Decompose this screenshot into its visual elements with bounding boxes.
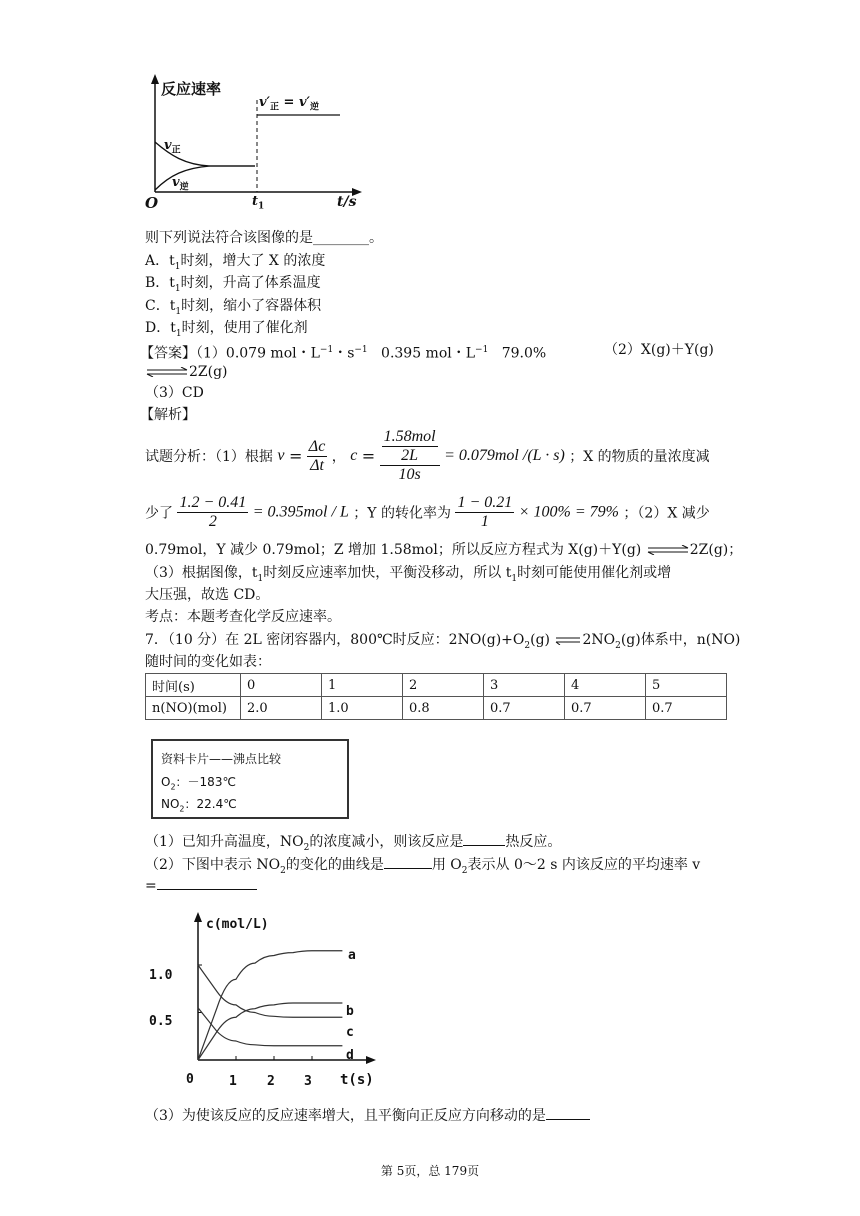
page-footer: 第 5页，总 179页 <box>380 1164 480 1178</box>
table-cell: 5 <box>646 674 727 697</box>
table-cell: 1 <box>322 674 403 697</box>
q6-answer-2-head: （2）X(g)＋Y(g) <box>604 342 714 358</box>
rate-chart-vrev-label: $v_逆$ <box>172 175 189 193</box>
rate-chart-vfwd-label: $v_正$ <box>164 138 181 156</box>
table-cell: 1.0 <box>322 697 403 720</box>
card-title: 资料卡片——沸点比较 <box>161 752 282 766</box>
rate-chart-xlabel: t/s <box>337 194 357 210</box>
table-row <box>146 697 727 720</box>
table-cell: 2 <box>403 674 484 697</box>
rate-chart-ylabel: 反应速率 <box>161 80 222 98</box>
q7-part2-answer: = <box>145 876 257 896</box>
table-cell: 0.8 <box>403 697 484 720</box>
rate-chart-origin: O <box>145 194 159 212</box>
conc-curve-label-d: d <box>346 1048 354 1063</box>
q6-analysis-line1: 试题分析：（1）根据 v = $\frac{\Delta c}{\Delta t}$ ， c = $\frac{\frac{\text{1.58mol}}{2L}}{10s}$ = 0.079mol /(L · s) ；X 的物质的量浓度减 <box>145 428 710 483</box>
conc-chart-y10: 1.0 <box>149 968 173 983</box>
q6-answer-3: （3）CD <box>145 385 204 401</box>
conc-chart-x-arrow <box>366 1056 376 1064</box>
conc-chart-x2: 2 <box>267 1074 275 1089</box>
q6-option-c: C．$t_1$时刻，缩小了容器体积 <box>145 298 322 317</box>
q7-part1: （1）已知升高温度，$NO_2$的浓度减小，则该反应是 热反应。 <box>145 834 562 853</box>
table-row <box>146 674 727 697</box>
conc-curve-label-a: a <box>348 948 356 963</box>
conc-curve-b <box>198 1003 342 1060</box>
q6-analysis-label: 【解析】 <box>140 407 196 423</box>
q6-analysis-line3: 0.79mol，Y 减少 0.79mol；Z 增加 1.58mol；所以反应方程式为 X(g)＋Y(g) 2Z(g)； <box>145 542 743 558</box>
q7-part2: （2）下图中表示 $NO_2$的变化的曲线是 用 $O_2$表示从 0～2 s 内该反应的平均速率 v <box>145 857 701 876</box>
conc-chart-x3: 3 <box>304 1074 312 1089</box>
rate-curve-reverse <box>155 166 255 190</box>
conc-chart-origin: 0 <box>186 1072 194 1087</box>
q6-analysis-line4: （3）根据图像，$t_1$时刻反应速率加快，平衡没移动，所以 $t_1$时刻可能使用催化剂或增 <box>145 565 672 584</box>
conc-curve-c <box>198 965 342 1017</box>
conc-chart-x1: 1 <box>229 1074 237 1089</box>
equilibrium-arrow-icon <box>145 367 189 377</box>
conc-chart-y05: 0.5 <box>149 1014 173 1029</box>
single-arrow-icon <box>554 635 582 645</box>
q6-analysis-line2: 少了 $\frac{1.2 - 0.41}{2}$ = 0.395mol / L ；Y 的转化率为 $\frac{1 - 0.21}{1}$ × 100% = 79% ；（2）X 减少 <box>145 494 710 530</box>
conc-curve-d <box>198 1008 342 1046</box>
q7-intro-line1: 7．（10 分）在 2L 密闭容器内，800℃时反应：$2NO(g)+O_2(g)$ $2NO_2(g)$体系中，n(NO) <box>145 632 741 651</box>
table-cell: 2.0 <box>241 697 322 720</box>
equilibrium-arrow-icon <box>646 545 690 555</box>
q6-option-a: A．$t_1$时刻，增大了 X 的浓度 <box>145 253 326 272</box>
table-cell: 时间(s) <box>146 674 241 697</box>
table-cell: 4 <box>565 674 646 697</box>
table-cell: 0.7 <box>565 697 646 720</box>
q6-answer-2-tail: 2Z(g) <box>145 362 228 382</box>
rate-chart-new-label: $v'_正 = v'_逆$ <box>259 95 319 113</box>
q6-option-b: B．$t_1$时刻，升高了体系温度 <box>145 275 321 294</box>
q6-kaodian: 考点：本题考查化学反应速率。 <box>145 609 341 625</box>
q7-part3: （3）为使该反应的反应速率增大，且平衡向正反应方向移动的是 <box>145 1106 590 1126</box>
table-cell: n(NO)(mol) <box>146 697 241 720</box>
conc-curve-label-b: b <box>346 1004 354 1019</box>
table-cell: 0 <box>241 674 322 697</box>
card-no2: $NO_2$：22.4℃ <box>161 797 237 814</box>
conc-chart-xlabel: t(s) <box>340 1072 374 1088</box>
conc-chart-y-arrow <box>194 912 202 922</box>
q6-answer-line1: 【答案】（1）0.079 mol・$L^{-1}$・$s^{-1}$ 0.395 mol・$L^{-1}$ 79.0% <box>140 345 547 362</box>
table-cell: 0.7 <box>646 697 727 720</box>
q7-intro-line2: 随时间的变化如表： <box>145 654 271 670</box>
rate-chart-t1: $t_1$ <box>252 194 265 212</box>
q6-option-d: D．$t_1$时刻，使用了催化剂 <box>145 320 308 339</box>
table-cell: 3 <box>484 674 565 697</box>
no-amount-table <box>145 673 727 720</box>
q6-stem: 则下列说法符合该图像的是________。 <box>145 230 383 246</box>
q6-analysis-line5: 大压强，故选 CD。 <box>145 587 270 603</box>
conc-curve-label-c: c <box>346 1025 354 1040</box>
table-cell: 0.7 <box>484 697 565 720</box>
conc-chart-ylabel: c(mol/L) <box>206 917 269 932</box>
boiling-point-card <box>151 739 349 819</box>
rate-chart-y-arrow <box>151 74 159 84</box>
card-o2: $O_2$：－183℃ <box>161 775 236 792</box>
